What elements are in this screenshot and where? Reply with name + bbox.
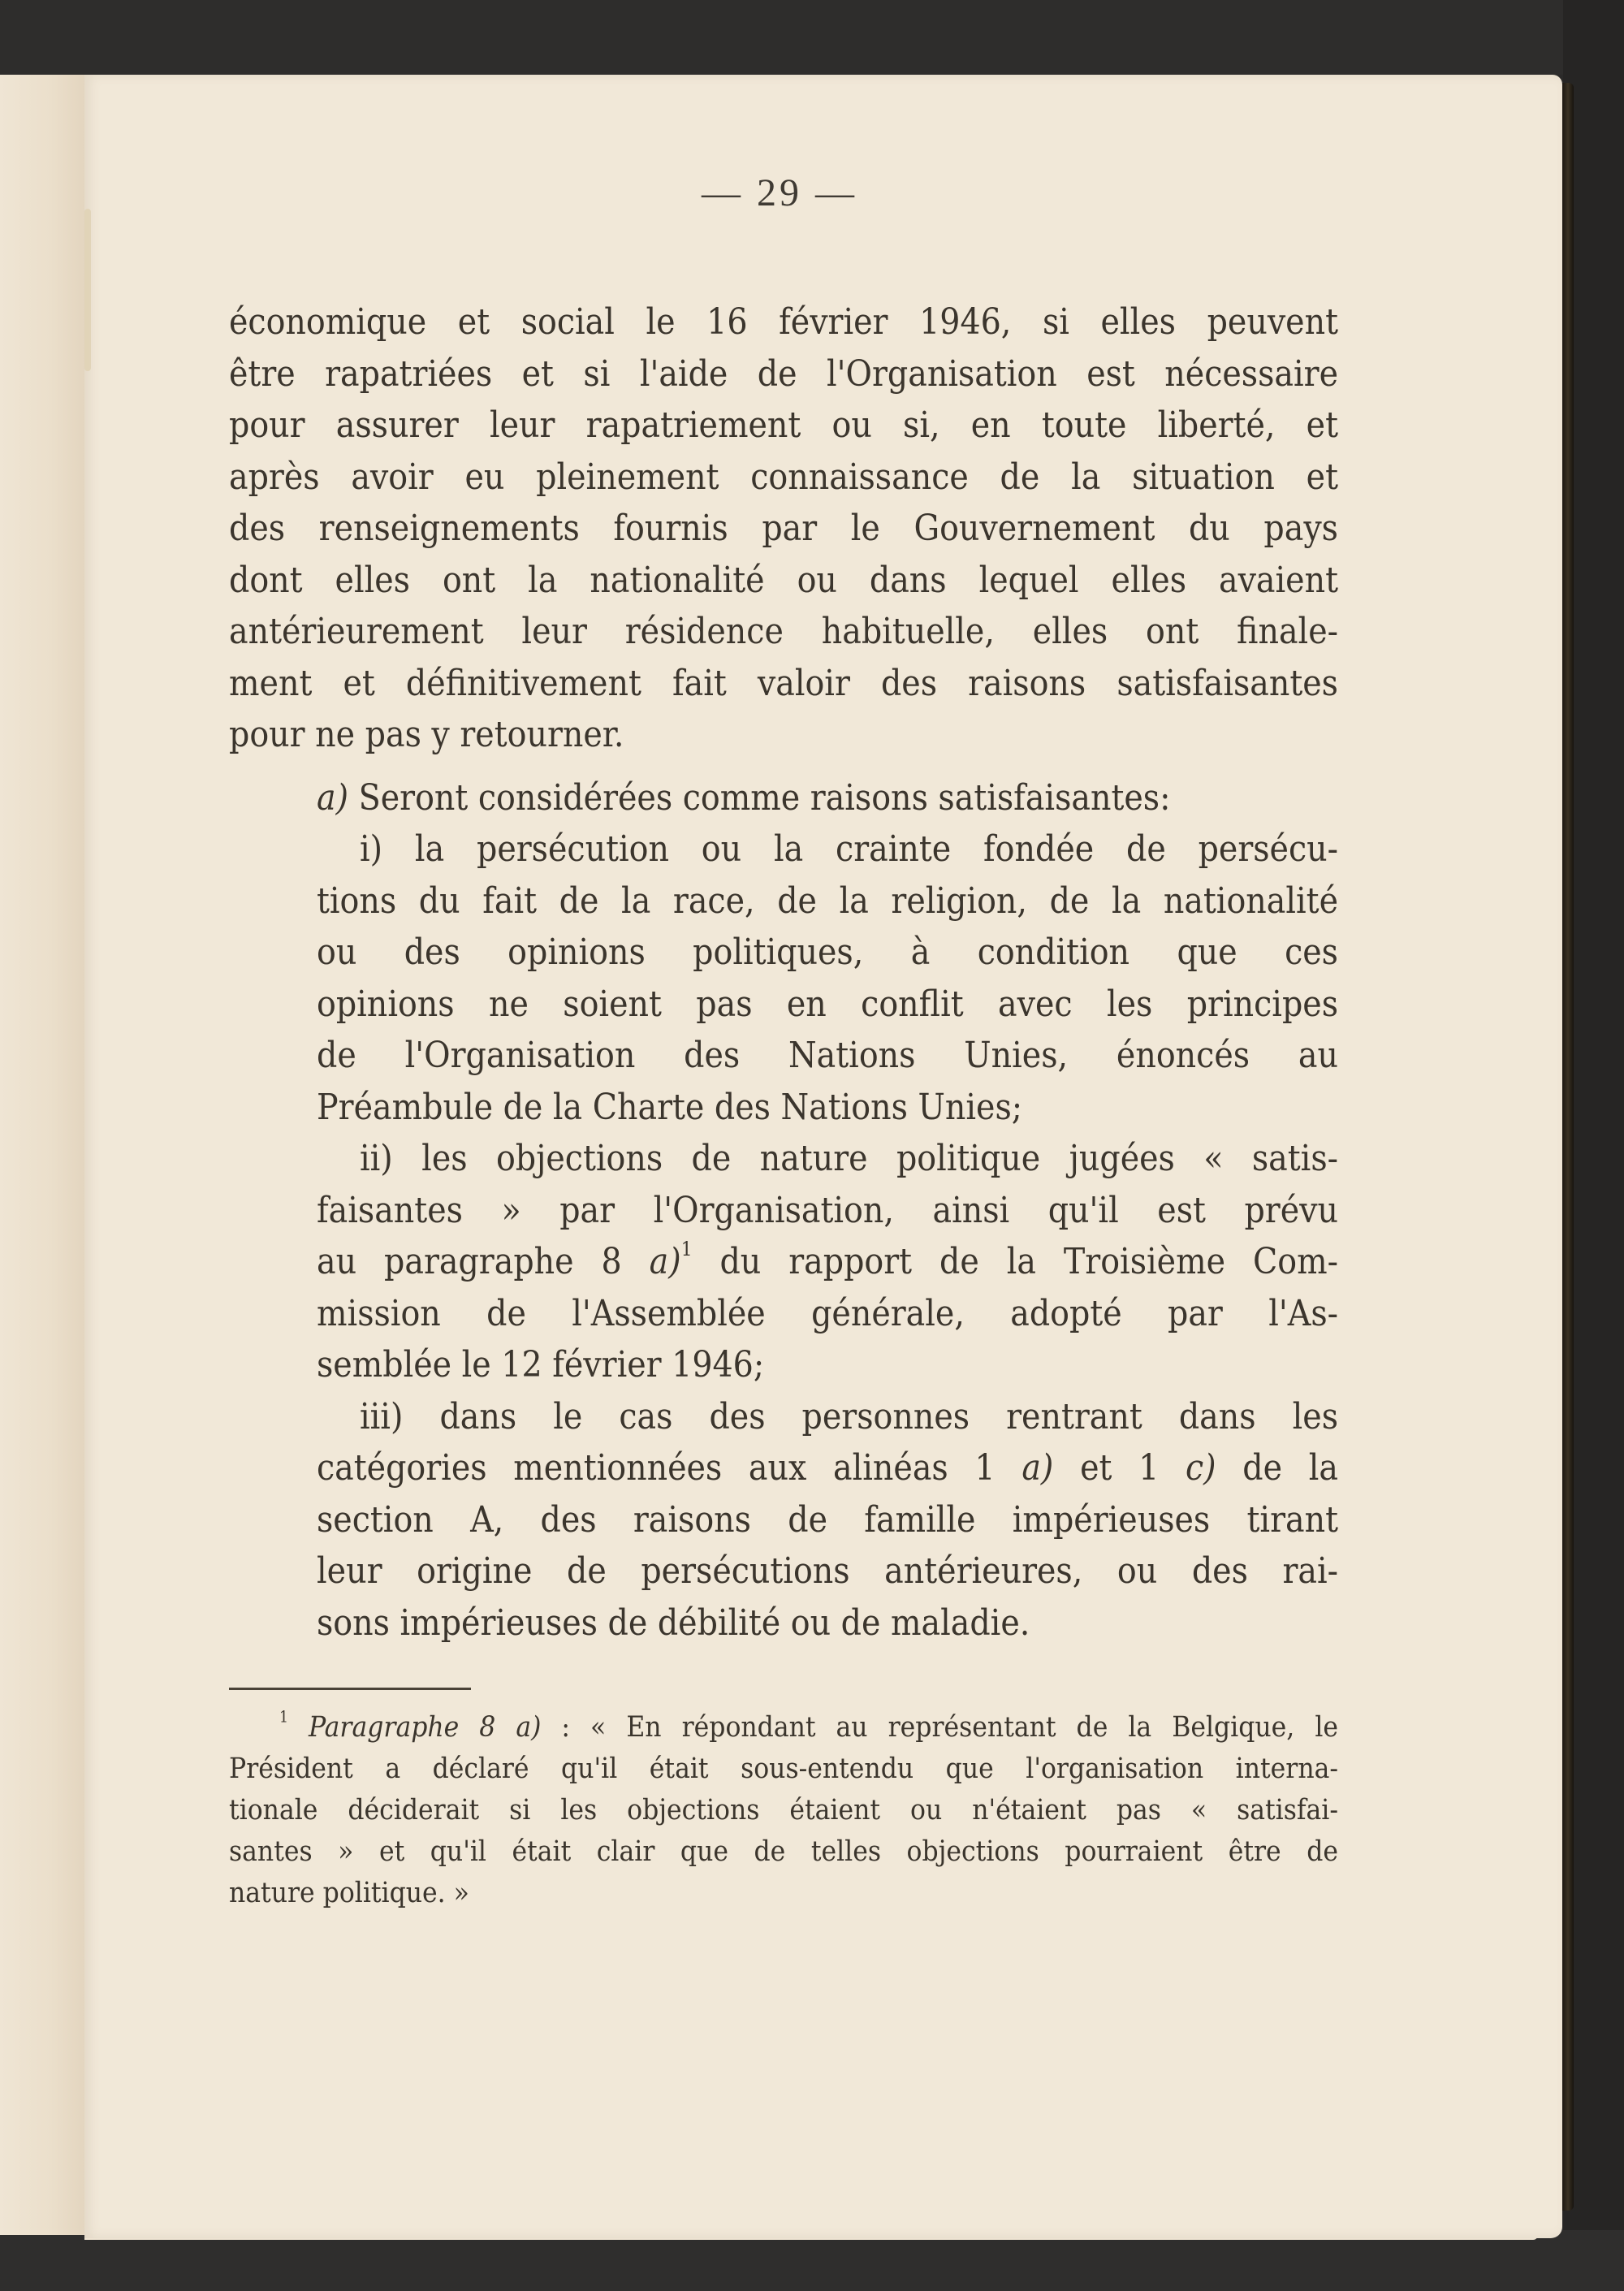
main-paragraph bbox=[229, 296, 1338, 761]
text-span: du rapport de la Troisième Com- bbox=[692, 1241, 1338, 1282]
text-line: antérieurement leur résidence habituelle, elles ont finale- bbox=[229, 611, 1338, 652]
subsection-a-heading bbox=[229, 772, 1338, 824]
text-line: iii) dans le cas des personnes rentrant dans les bbox=[360, 1395, 1338, 1437]
footnote bbox=[229, 1707, 1338, 1914]
text-line: Préambule de la Charte des Nations Unies; bbox=[317, 1086, 1023, 1128]
text-line: être rapatriées et si l'aide de l'Organisation est nécessaire bbox=[229, 352, 1338, 395]
text-span: : « En répondant au représentant de la Belgique, le bbox=[541, 1711, 1339, 1744]
text-span: et 1 bbox=[1053, 1447, 1186, 1489]
text-line: de l'Organisation des Nations Unies, énoncés au bbox=[317, 1035, 1338, 1076]
paragraph-gap bbox=[229, 761, 1338, 772]
alinea-ref: c) bbox=[1185, 1447, 1216, 1489]
body-text bbox=[229, 296, 1338, 1649]
item-iii bbox=[317, 1391, 1338, 1649]
footnote-line: nature politique. » bbox=[229, 1877, 469, 1909]
text-line: i) la persécution ou la crainte fondée de persécu- bbox=[360, 828, 1338, 870]
footnote-number: 1 bbox=[279, 1707, 289, 1727]
footnote-line bbox=[229, 1707, 1338, 1749]
footnote-line: Président a déclaré qu'il était sous-entendu que l'organisation interna- bbox=[229, 1753, 1338, 1785]
facing-page-edge bbox=[0, 75, 84, 2235]
text-line: pour ne pas y retourner. bbox=[229, 714, 624, 755]
footnote-label: Paragraphe 8 a) bbox=[288, 1711, 542, 1744]
footnote-marker[interactable]: 1 bbox=[680, 1238, 693, 1261]
text-line bbox=[317, 1442, 1338, 1494]
text-line: pour assurer leur rapatriement ou si, en toute liberté, et bbox=[229, 404, 1338, 446]
item-i bbox=[317, 823, 1338, 1133]
text-span: au paragraphe 8 bbox=[317, 1241, 650, 1282]
text-line: dont elles ont la nationalité ou dans lequel elles avaient bbox=[229, 559, 1338, 601]
text-line: ou des opinions politiques, à condition que ces bbox=[317, 932, 1338, 973]
scan-backdrop-top bbox=[0, 0, 1624, 75]
text-line: économique et social le 16 février 1946, si elles peuvent bbox=[229, 301, 1338, 343]
text-line: leur origine de persécutions antérieures, ou des rai- bbox=[317, 1550, 1338, 1592]
text-line: des renseignements fournis par le Gouvernement du pays bbox=[229, 508, 1338, 549]
item-ii bbox=[317, 1133, 1338, 1391]
page-number: — 29 — bbox=[702, 171, 857, 214]
text-line: faisantes » par l'Organisation, ainsi qu'il est prévu bbox=[317, 1189, 1338, 1231]
text-line: semblée le 12 février 1946; bbox=[317, 1344, 765, 1385]
text-span: catégories mentionnées aux alinéas 1 bbox=[317, 1447, 1022, 1489]
footnote-line: tionale déciderait si les objections étaient ou n'étaient pas « satisfai- bbox=[229, 1794, 1338, 1826]
text-line: ment et définitivement fait valoir des raisons satisfaisantes bbox=[229, 662, 1338, 704]
text-span: de la bbox=[1216, 1447, 1339, 1489]
text-line bbox=[317, 1236, 1338, 1288]
alinea-ref: a) bbox=[1021, 1447, 1054, 1489]
subsection-text: Seront considérées comme raisons satisfaisantes: bbox=[348, 776, 1171, 819]
text-line: opinions ne soient pas en conflit avec les principes bbox=[317, 983, 1338, 1025]
paragraph-ref: a) bbox=[649, 1241, 681, 1282]
footnote-line: santes » et qu'il était clair que de telles objections pourraient être de bbox=[229, 1835, 1338, 1868]
footnote-separator bbox=[229, 1688, 471, 1690]
text-line: tions du fait de la race, de la religion, de la nationalité bbox=[317, 880, 1338, 922]
text-line: ii) les objections de nature politique jugées « satis- bbox=[360, 1138, 1338, 1179]
subsection-label: a) bbox=[317, 776, 349, 819]
text-line: après avoir eu pleinement connaissance de la situation et bbox=[229, 456, 1338, 498]
text-line: sons impérieuses de débilité ou de maladie. bbox=[317, 1602, 1030, 1644]
text-line: section A, des raisons de famille impérieuses tirant bbox=[317, 1498, 1338, 1541]
binding-thread bbox=[84, 209, 91, 371]
text-line: mission de l'Assemblée générale, adopté par l'As- bbox=[317, 1292, 1338, 1334]
page-stack-edge bbox=[1562, 83, 1574, 2211]
